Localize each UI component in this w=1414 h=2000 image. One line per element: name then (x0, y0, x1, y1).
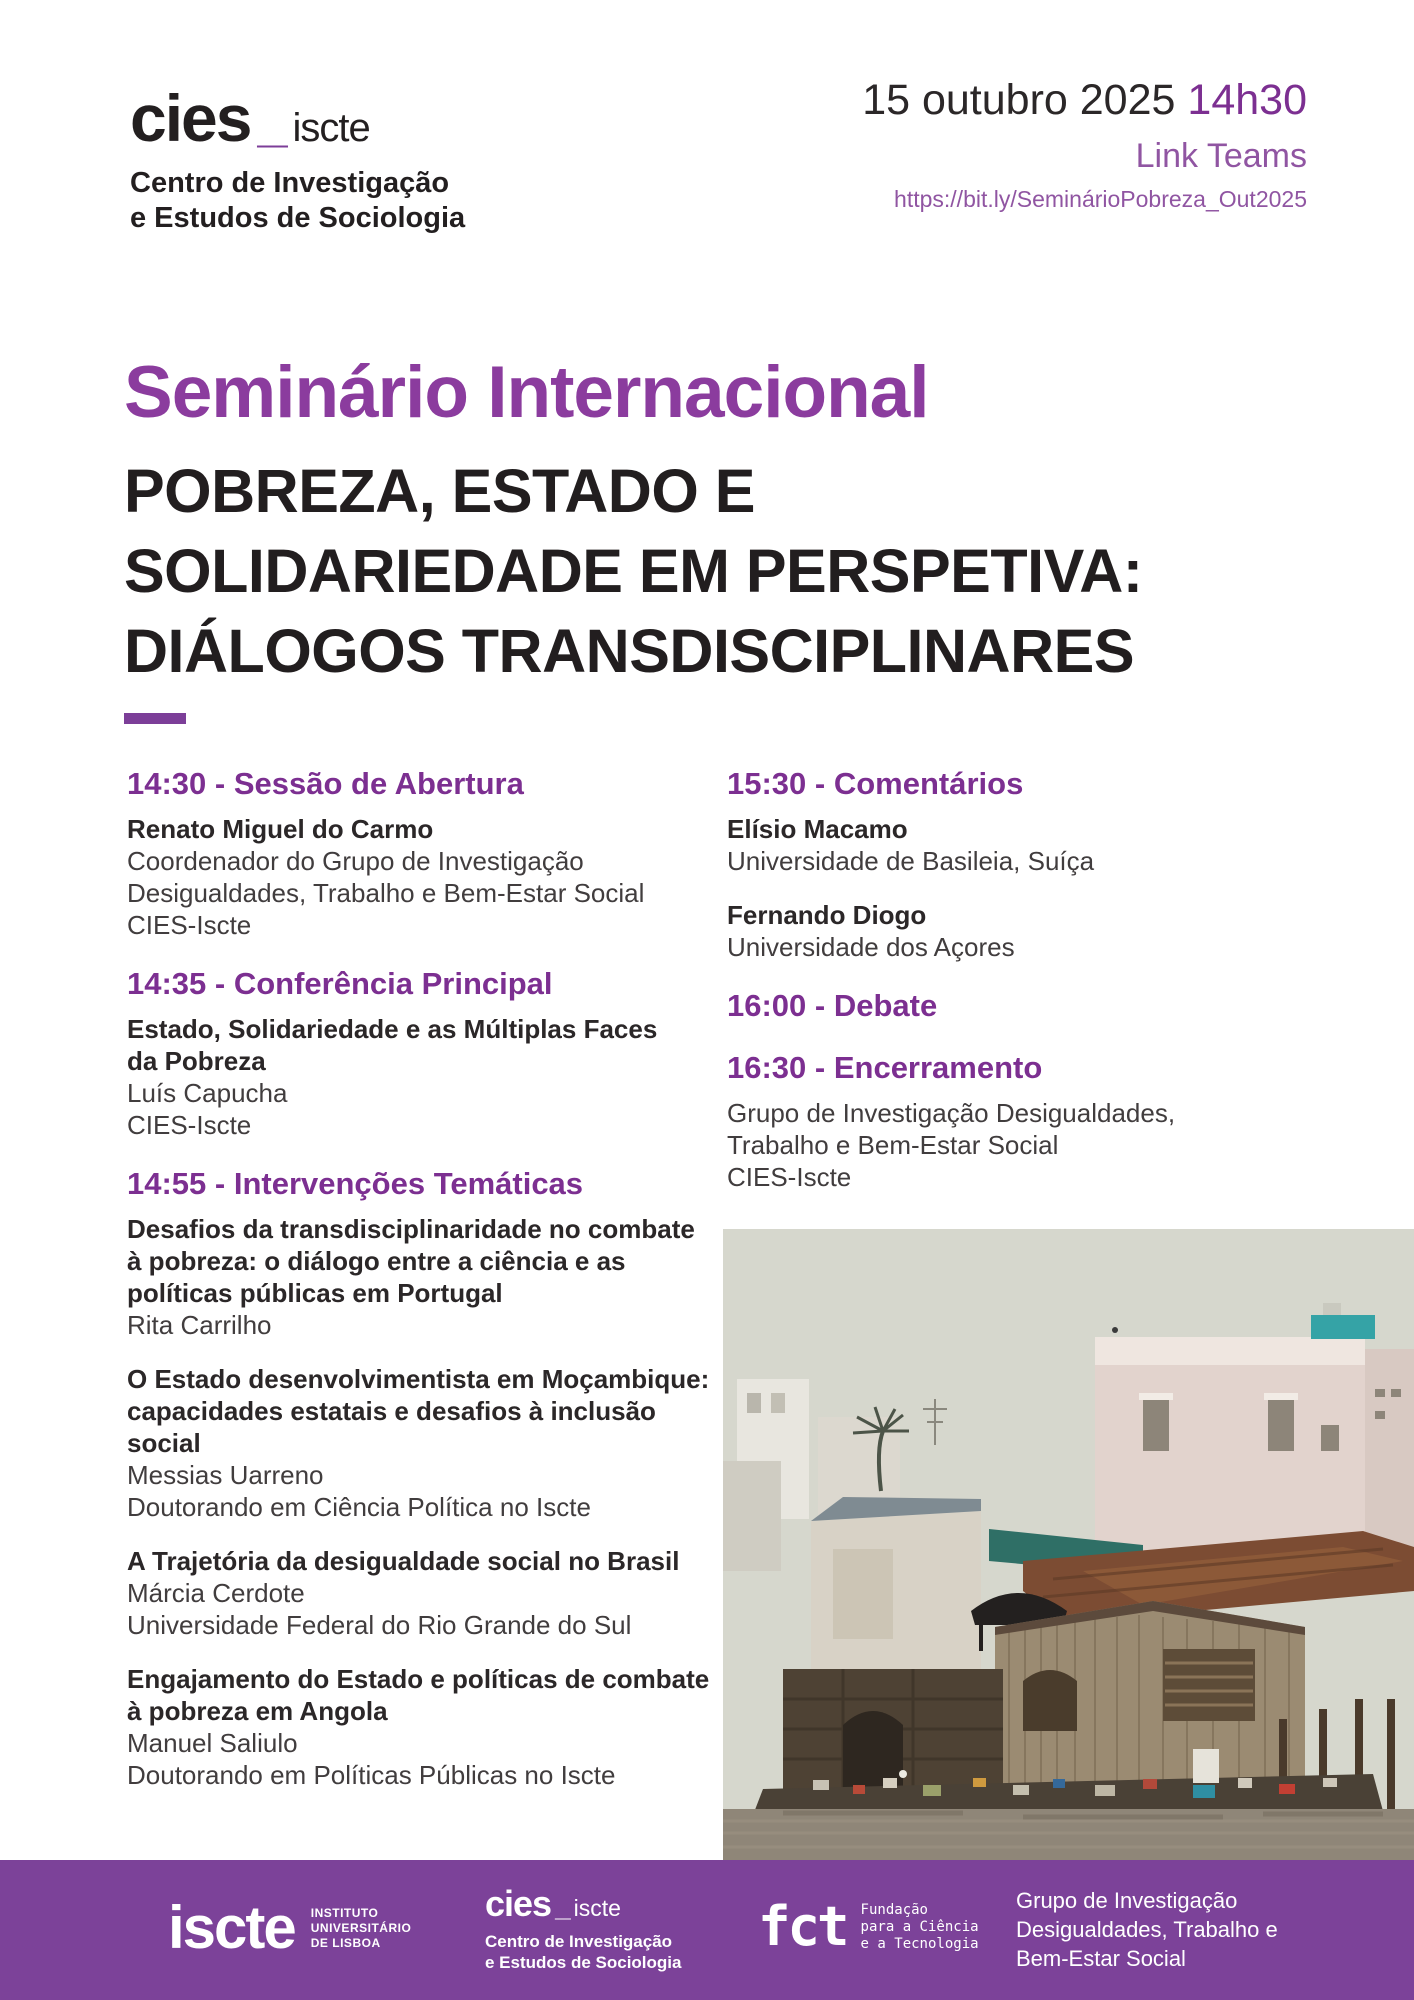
talk-title: Desafios da transdisciplinaridade no combate (127, 1214, 695, 1244)
talk-title: Estado, Solidariedade e as Múltiplas Faces (127, 1014, 658, 1044)
session-conferencia (127, 965, 727, 1141)
session-heading: 15:30 - Comentários (727, 766, 1024, 801)
speaker-name: Renato Miguel do Carmo (127, 814, 434, 844)
session-heading: 14:55 - Intervenções Temáticas (127, 1166, 584, 1201)
cies-tagline (130, 166, 465, 236)
seminar-kicker: Seminário Internacional (124, 352, 929, 433)
research-group-line2: Desigualdades, Trabalho e (1016, 1917, 1278, 1942)
closing-affiliation: CIES-Iscte (727, 1162, 852, 1192)
event-info (862, 76, 1307, 213)
cies-footer-wordmark (485, 1883, 681, 1924)
fct-footer-logo (758, 1895, 979, 1958)
cies-wordmark-iscte: iscte (292, 106, 370, 150)
speaker-name: Messias Uarreno (127, 1460, 324, 1490)
session-entry (727, 813, 1327, 877)
session-entry (727, 899, 1327, 963)
speaker-affiliation: Doutorando em Políticas Públicas no Iscte (127, 1760, 616, 1790)
speaker-affiliation: Doutorando em Ciência Política no Iscte (127, 1492, 591, 1522)
cies-footer-tagline-line1: Centro de Investigação (485, 1932, 673, 1951)
session-abertura (127, 765, 727, 941)
talk-title: políticas públicas em Portugal (127, 1278, 503, 1308)
session-heading: 14:30 - Sessão de Abertura (127, 766, 524, 801)
session-comentarios (727, 765, 1327, 963)
speaker-role: Desigualdades, Trabalho e Bem-Estar Social (127, 878, 645, 908)
program-column-right (727, 765, 1327, 1217)
speaker-affiliation: Universidade dos Açores (727, 932, 1015, 962)
iscte-subtitle-line3: DE LISBOA (310, 1935, 381, 1950)
title-block (124, 352, 1143, 691)
closing-org: Trabalho e Bem-Estar Social (727, 1130, 1059, 1160)
speaker-affiliation: Universidade Federal do Rio Grande do Sul (127, 1610, 632, 1640)
session-intervencoes (127, 1165, 727, 1791)
seminar-title-line2: SOLIDARIEDADE EM PERSPETIVA: (124, 537, 1143, 605)
teams-link-url[interactable]: https://bit.ly/SeminárioPobreza_Out2025 (894, 186, 1307, 212)
fct-subtitle-line1: Fundação (860, 1901, 928, 1918)
talk-title: da Pobreza (127, 1046, 266, 1076)
seminar-title (124, 451, 1143, 691)
iscte-wordmark: iscte (168, 1894, 295, 1961)
speaker-name: Rita Carrilho (127, 1310, 272, 1340)
session-entry (127, 1013, 727, 1141)
session-entry (127, 1363, 727, 1523)
speaker-name: Márcia Cerdote (127, 1578, 305, 1608)
session-entry (127, 1663, 727, 1791)
cies-tagline-line1: Centro de Investigação (130, 167, 450, 199)
research-group-label (1016, 1886, 1278, 1973)
research-group-line3: Bem-Estar Social (1016, 1946, 1186, 1971)
speaker-name: Luís Capucha (127, 1078, 288, 1108)
event-time: 14h30 (1187, 76, 1307, 124)
program-column-left (127, 765, 727, 1815)
talk-title: O Estado desenvolvimentista em Moçambique: (127, 1364, 710, 1394)
talk-title: à pobreza: o diálogo entre a ciência e as (127, 1246, 626, 1276)
cies-tagline-line2: e Estudos de Sociologia (130, 202, 466, 234)
session-debate (727, 987, 1327, 1025)
cies-header-logo (130, 80, 465, 236)
talk-title: Engajamento do Estado e políticas de combate (127, 1664, 710, 1694)
cies-wordmark (130, 80, 465, 156)
cies-footer-wordmark-cies: cies (485, 1883, 552, 1924)
session-entry (127, 1545, 727, 1641)
cies-footer-tagline (485, 1931, 681, 1973)
fct-subtitle (861, 1902, 979, 1953)
research-group-line1: Grupo de Investigação (1016, 1888, 1238, 1913)
cies-footer-logo (485, 1883, 682, 1973)
seminar-title-line1: POBREZA, ESTADO E (124, 457, 755, 525)
speaker-affiliation: CIES-Iscte (127, 1110, 252, 1140)
speaker-affiliation: CIES-Iscte (127, 910, 252, 940)
iscte-subtitle-line2: UNIVERSITÁRIO (310, 1920, 412, 1935)
speaker-name: Manuel Saliulo (127, 1728, 298, 1758)
teams-link-label[interactable]: Link Teams (1135, 137, 1307, 175)
session-heading: 14:35 - Conferência Principal (127, 966, 553, 1001)
event-datetime (862, 76, 1307, 125)
closing-org: Grupo de Investigação Desigualdades, (727, 1098, 1176, 1128)
session-entry (127, 813, 727, 941)
cies-footer-wordmark-underscore: _ (555, 1891, 571, 1922)
seminar-title-line3: DIÁLOGOS TRANSDISCIPLINARES (124, 617, 1135, 685)
cies-footer-tagline-line2: e Estudos de Sociologia (485, 1953, 682, 1972)
talk-title: capacidades estatais e desafios à inclusão (127, 1396, 656, 1426)
session-heading: 16:00 - Debate (727, 988, 938, 1023)
cies-wordmark-underscore: _ (257, 93, 288, 153)
cies-footer-wordmark-iscte: iscte (573, 1895, 621, 1921)
fct-subtitle-line2: para a Ciência (860, 1918, 979, 1935)
fct-subtitle-line3: e a Tecnologia (860, 1935, 979, 1952)
footer-bar (0, 1860, 1414, 2000)
talk-title: social (127, 1428, 201, 1458)
talk-title: A Trajetória da desigualdade social no Brasil (127, 1546, 680, 1576)
event-date: 15 outubro 2025 (862, 76, 1176, 124)
event-photo-illustration (723, 1229, 1414, 1860)
cies-wordmark-cies: cies (130, 81, 251, 155)
iscte-footer-logo (168, 1894, 412, 1961)
session-encerramento (727, 1049, 1327, 1193)
accent-dash (124, 713, 186, 724)
speaker-role: Coordenador do Grupo de Investigação (127, 846, 584, 876)
session-entry (127, 1213, 727, 1341)
iscte-subtitle (311, 1906, 412, 1951)
fct-wordmark: fct (758, 1895, 847, 1958)
speaker-name: Fernando Diogo (727, 900, 927, 930)
session-entry (727, 1097, 1327, 1193)
event-photo (723, 1229, 1414, 1860)
talk-title: à pobreza em Angola (127, 1696, 388, 1726)
iscte-subtitle-line1: INSTITUTO (310, 1905, 379, 1920)
speaker-affiliation: Universidade de Basileia, Suíça (727, 846, 1095, 876)
speaker-name: Elísio Macamo (727, 814, 908, 844)
session-heading: 16:30 - Encerramento (727, 1050, 1043, 1085)
